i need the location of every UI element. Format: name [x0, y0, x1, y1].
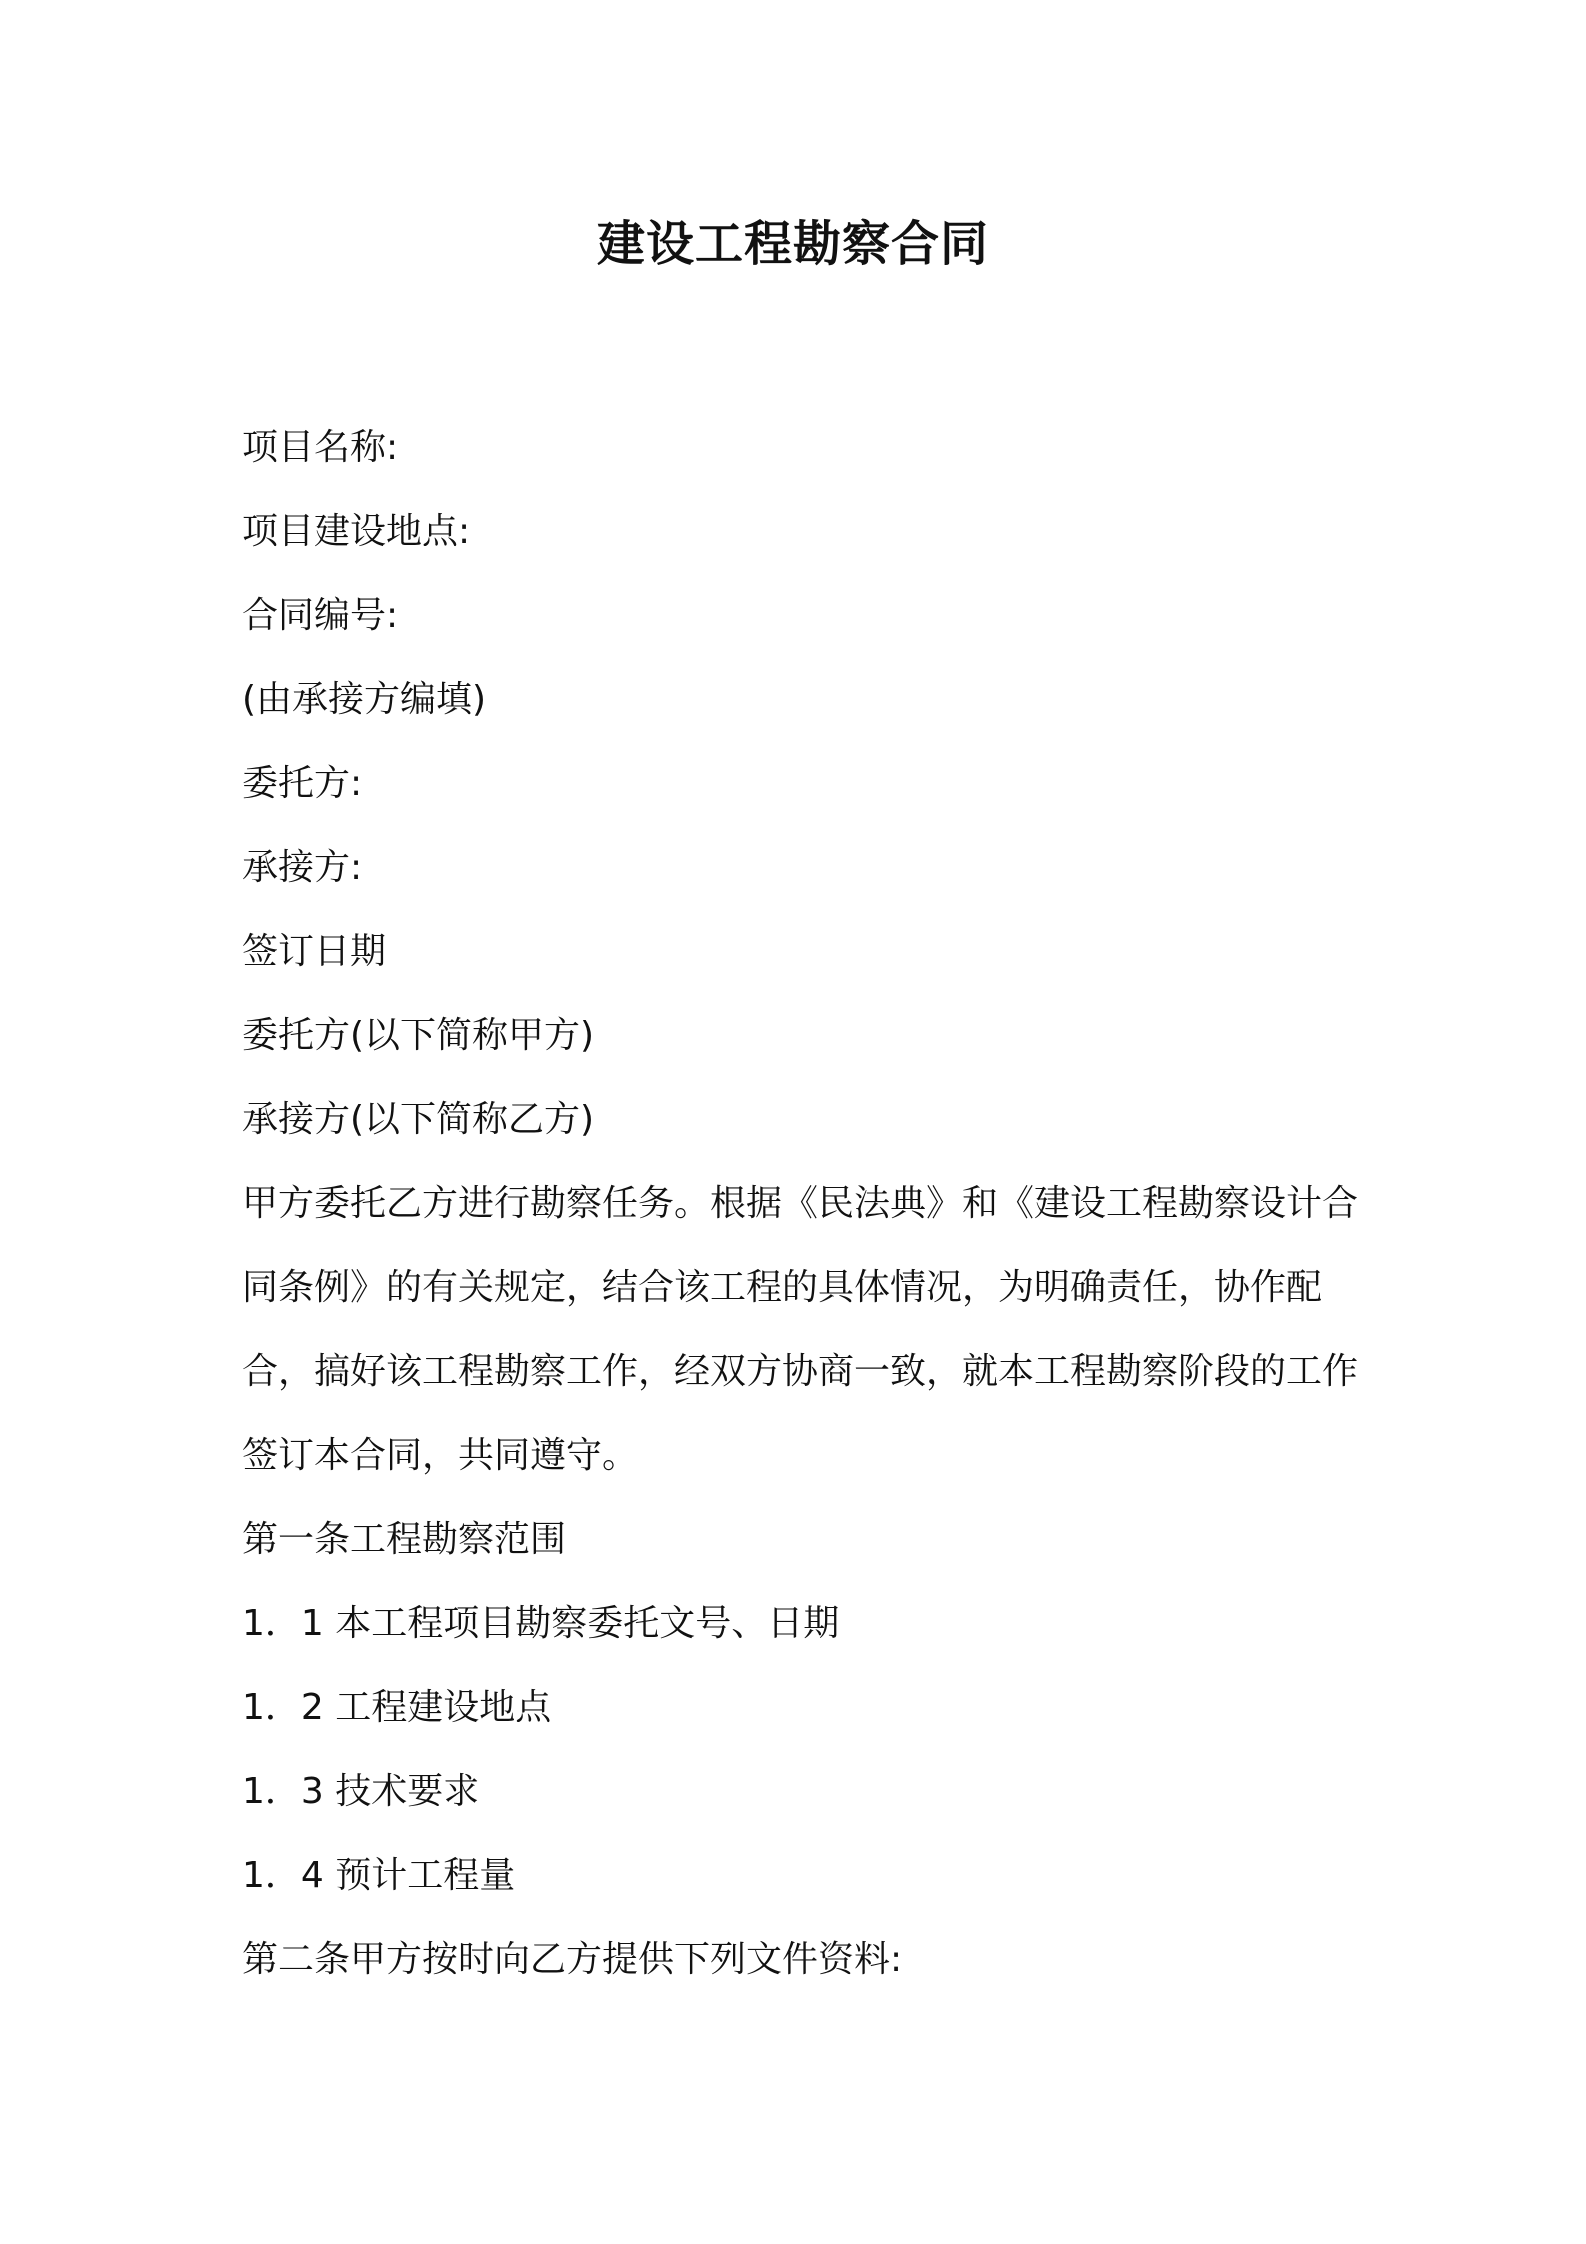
article-1-item: 1．3 技术要求 — [242, 1771, 480, 1812]
article-1-heading: 第一条工程勘察范围 — [242, 1519, 567, 1560]
field-client: 委托方: — [242, 763, 363, 804]
field-signing-date: 签订日期 — [242, 931, 387, 972]
article-1-item: 1．4 预计工程量 — [242, 1855, 516, 1896]
article-1-item: 1．2 工程建设地点 — [242, 1687, 552, 1728]
document-body — [242, 406, 1362, 2002]
article-1-item: 1．1 本工程项目勘察委托文号、日期 — [242, 1603, 840, 1644]
document-title: 建设工程勘察合同 — [596, 216, 989, 272]
party-a-definition: 委托方(以下简称甲方) — [242, 1015, 595, 1056]
field-project-location: 项目建设地点: — [242, 511, 471, 552]
party-b-definition: 承接方(以下简称乙方) — [242, 1099, 595, 1140]
article-2-heading: 第二条甲方按时向乙方提供下列文件资料: — [242, 1939, 903, 1980]
field-contract-number: 合同编号: — [242, 595, 399, 636]
preamble-paragraph: 甲方委托乙方进行勘察任务。根据《民法典》和《建设工程勘察设计合同条例》的有关规定，结合该工程的具体情况，为明确责任，协作配合，搞好该工程勘察工作，经双方协商一致，就本工程勘察阶段的工作签订本合同，共同遵守。 — [242, 1183, 1359, 1476]
field-project-name: 项目名称: — [242, 427, 399, 468]
contract-number-note: (由承接方编填) — [242, 679, 487, 720]
field-contractor: 承接方: — [242, 847, 363, 888]
